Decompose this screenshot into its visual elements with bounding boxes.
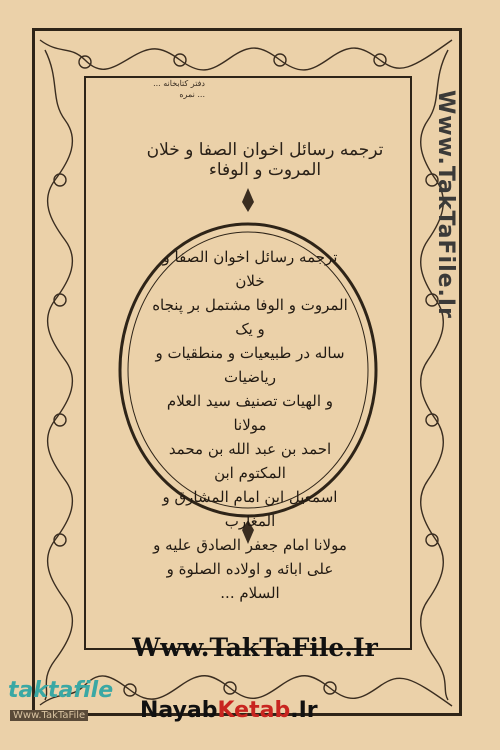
oval-text-line: و الهیات تصنیف سید العلام مولانا	[166, 392, 334, 434]
nayab-text: Nayab	[140, 698, 218, 723]
oval-text-line: احمد بن عبد الله بن محمد المکتوم ابن	[168, 440, 332, 482]
taktafile-url: Www.TakTaFile	[10, 710, 88, 721]
side-watermark: Www.TakTaFile.Ir	[433, 90, 458, 319]
oval-text-line: المروت و الوفا مشتمل بر پنجاه و یک	[152, 296, 348, 338]
oval-text-line: اسمعیل ابن امام المشارق و المغارب	[162, 488, 338, 530]
main-watermark: Www.TakTaFile.Ir	[132, 633, 378, 662]
oval-text-line: السلام ...	[220, 584, 280, 602]
stamp-line: ... نمره	[179, 90, 205, 99]
oval-text-line: علی ابائه و اولاده الصلوة و	[166, 560, 334, 578]
ir-text: .Ir	[290, 698, 318, 723]
oval-text-line: ترجمه رسائل اخوان الصفا و خلان	[162, 248, 338, 290]
nayabketab-watermark	[140, 698, 318, 723]
oval-text-line: مولانا امام جعفر الصادق علیه و	[153, 536, 347, 554]
book-title: ترجمه رسائل اخوان الصفا و خلان المروت و الوفاء	[146, 140, 384, 180]
oval-text-line: ساله در طبیعیات و منطقیات و ریاضیات	[155, 344, 345, 386]
taktafile-logo: taktafile	[8, 678, 114, 703]
oval-text-block	[150, 245, 350, 605]
library-stamp	[95, 78, 205, 100]
ketab-text: Ketab	[217, 698, 291, 723]
stamp-line: دفتر کتابخانه ...	[153, 79, 205, 88]
